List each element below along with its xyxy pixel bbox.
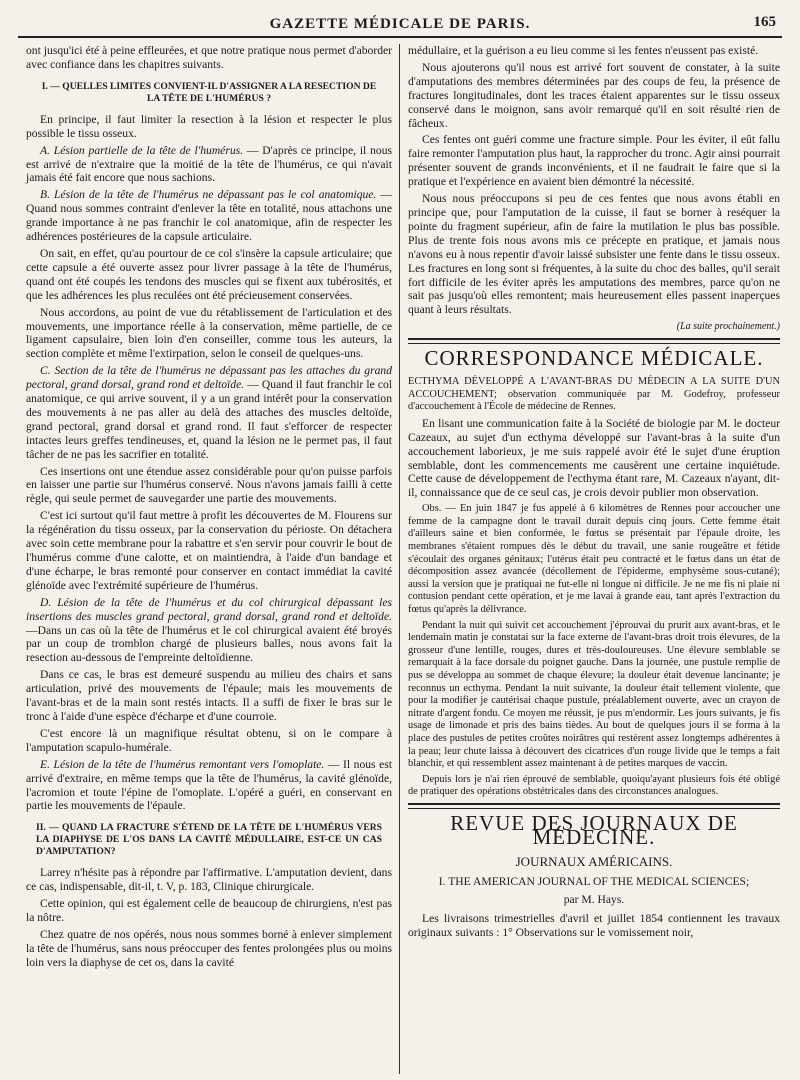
paragraph: Dans ce cas, le bras est demeuré suspendu au milieu des chairs et sans articulation, privé des mouvements de l'épaule; mais les mouvements de l'avant-bras et de la main sont restés intacts. Il a suffi de fixer le bras sur le tronc à l'aide d'une espèce d'écharpe et d'une courroie. bbox=[26, 668, 392, 723]
paragraph: Nous ajouterons qu'il nous est arrivé fort souvent de constater, à la suite d'amputations des membres déterminées par des coups de feu, la présence de fractures longitudinales, dont les traces étaient apparentes sur le tissu osseux conservé dans le moignon, sans avoir remarqué qu'il en soit résulté rien de fâcheux. bbox=[408, 60, 780, 130]
section-title: CORRESPONDANCE MÉDICALE. bbox=[424, 346, 764, 371]
review-title: REVUE DES JOURNAUX DE MÉDECINE. bbox=[450, 810, 738, 849]
paragraph: En lisant une communication faite à la Société de biologie par M. le docteur Cazeaux, au sujet d'un ecthyma développé sur l'avant-bras à la suite d'un accouchement laborieux, je me suis rappelé avoir été le sujet d'une éruption semblable, dont les commencements me causèrent une certaine inquiétude. Cette cause de développement de l'ecthyma étant rare, M. Cazeaux n'ayant, dit-il, connaissance que de ce seul cas, je crois devoir publier mon observation. bbox=[408, 416, 780, 500]
paragraph: Cette opinion, qui est également celle de beaucoup de chirurgiens, n'est pas la nôtre. bbox=[26, 897, 392, 925]
paragraph: Nous nous préoccupons si peu de ces fentes que nous avons établi en principe que, pour l'amputation de la cuisse, il faut se borner à reséquer la pointe du fragment supérieur, afin de faire la mutilation le plus bas possible. Plus de trente fois nous avons mis ce précepte en pratique, et jamais nous n'avons eu à nous repentir d'avoir laissé subsister une fente dans le tissu osseux. Les fractures en long sont si fréquentes, à la suite du choc des balles, qu'il serait fort difficile de les éviter après les amputations des membres, parce qu'on ne sait pas jusqu'où elles remontent; mais heureusement elles passent inaperçues quant à leurs résultats. bbox=[408, 192, 780, 317]
section-rule bbox=[408, 803, 780, 809]
column-divider bbox=[399, 44, 400, 1074]
observation-paragraph: Depuis lors je n'ai rien éprouvé de semblable, quoiqu'ayant plusieurs fois été obligé de pratiquer des opérations obstétricales dans des circonstances analogues. bbox=[408, 773, 780, 798]
paragraph: En principe, il faut limiter la resection à la lésion et respecter le plus possible le tissu osseux. bbox=[26, 112, 392, 140]
subsection-d bbox=[26, 596, 392, 666]
subsection-text: — Il nous est arrivé d'extraire, en même temps que la tête de l'humérus, la cavité glénoïde, l'acromion et toute l'épine de l'omoplate. L'opéré a guéri, en conservant en partie les mouvements de l'épaule. bbox=[26, 757, 392, 813]
section-heading: II. — QUAND LA FRACTURE S'ÉTEND DE LA TÊTE DE L'HUMÉRUS VERS LA DIAPHYSE DE L'OS DANS LA CAVITÉ MÉDULLAIRE, EST-CE UN CAS D'AMPUTATION? bbox=[36, 822, 382, 858]
paragraph: Les livraisons trimestrielles d'avril et juillet 1854 contiennent les travaux originaux suivants : 1° Observations sur le vomissement noir, bbox=[408, 912, 780, 940]
subsection-e bbox=[26, 758, 392, 814]
paragraph: Larrey n'hésite pas à répondre par l'affirmative. L'amputation devient, dans ce cas, indispensable, dit-il, t. V, p. 183, Clinique chirurgicale. bbox=[26, 866, 392, 894]
paragraph: médullaire, et la guérison a eu lieu comme si les fentes n'eussent pas existé. bbox=[408, 44, 759, 57]
subsection-b bbox=[26, 188, 392, 244]
subsection-c bbox=[26, 364, 392, 461]
subsection-text: — Quand nous sommes contraint d'enlever la tête en totalité, nous attachons une grande importance à ne pas franchir le col anatomique, afin de respecter les adhérences postérieures de la capsule articulaire. bbox=[26, 188, 392, 244]
subsection-title: B. Lésion de la tête de l'humérus ne dépassant pas le col anatomique. bbox=[40, 188, 377, 202]
subsection-text: — Quand il faut franchir le col anatomique, ce qui arrive souvent, il y a un grand intérêt pour la conservation des mouvements à ne pas aller au delà des attaches des muscles deltoïde, grand pectoral, grand dorsal et grand rond. Il faut s'efforcer de respecter intactes leurs greffes tendineuses, et, quand la lésion ne le permet pas, il faut tâcher de ne pas les sacrifier en totalité. bbox=[26, 378, 392, 461]
subsection-title: D. Lésion de la tête de l'humérus et du col chirurgical dépassant les insertions des muscles grand pectoral, grand dorsal, grand rond et deltoïde. bbox=[26, 595, 392, 623]
review-subtitle: JOURNAUX AMÉRICAINS. bbox=[515, 853, 673, 869]
journal-title: I. THE AMERICAN JOURNAL OF THE MEDICAL SCIENCES; bbox=[438, 874, 750, 888]
observation-paragraph: Obs. — En juin 1847 je fus appelé à 6 kilomètres de Rennes pour accoucher une femme de la campagne dont le travail durait depuis cinq jours. Cette femme était d'ailleurs saine et bien conformée, le fœtus se présentait par l'épaule droite, les membranes s'étaient rompues dès le début du travail, une sanie rougeâtre et fétide s'écoulait des organes génitaux; l'utérus était peu contracté et le fœtus dans un état de décomposition assez avancée (décollement de l'épiderme, emphysème sous-cutané); aussi la version que je pratiquai ne fut-elle ni longue ni difficile. Je ne me fis ni plaie ni contusion pendant cette opération, et je me lavai à grande eau, tant après l'extraction du fœtus qu'après la délivrance. bbox=[408, 503, 780, 615]
page-header bbox=[18, 14, 782, 38]
subsection-title: E. Lésion de la tête de l'humérus remontant vers l'omoplate. bbox=[40, 757, 325, 771]
paragraph: Nous accordons, au point de vue du rétablissement de l'articulation et des mouvements, une importance réelle à la conservation, même partielle, de ce ligament capsulaire, bien loin d'en conseiller, comme tous les auteurs, la section complète et même l'extirpation, selon le conseil de quelques-uns. bbox=[26, 305, 392, 361]
paragraph: Chez quatre de nos opérés, nous nous sommes borné à enlever simplement la tête de l'humérus, sans nous préoccuper des fentes prolongées plus ou moins loin vers la diaphyse de cet os, dans la cavité bbox=[26, 927, 392, 969]
section-heading: I. — QUELLES LIMITES CONVIENT-IL D'ASSIGNER A LA RESECTION DE LA TÊTE DE L'HUMÉRUS ? bbox=[41, 80, 377, 104]
section-rule bbox=[408, 338, 780, 344]
continued-note: (La suite prochainement.) bbox=[676, 321, 780, 333]
page-number: 165 bbox=[753, 14, 776, 30]
journal-author: par M. Hays. bbox=[563, 892, 625, 906]
right-column bbox=[408, 44, 780, 943]
left-column bbox=[26, 44, 392, 973]
article-title: ECTHYMA DÉVELOPPÉ A L'AVANT-BRAS DU MÉDECIN A LA SUITE D'UN ACCOUCHEMENT; observation communiquée par M. Godefroy, professeur d'accouchement à l'École de médecine de Rennes. bbox=[408, 376, 780, 413]
paragraph: Ces fentes ont guéri comme une fracture simple. Pour les éviter, il eût fallu faire remonter l'amputation plus haut, la rapprocher du tronc. Agir ainsi pourrait présenter souvent de grands inconvénients, et il ne faudrait le faire que si la pratique et l'expérience en avaient bien démontré la nécessité. bbox=[408, 133, 780, 189]
paragraph: On sait, en effet, qu'au pourtour de ce col s'insère la capsule articulaire; que cette capsule a été ouverte assez pour livrer passage à la tête de l'humérus, quand ont été coupés les tendons des muscles qui se fixent aux tubérosités, et que les adhérences les plus reculées ont été précieusement conservées. bbox=[26, 246, 392, 302]
observation-paragraph: Pendant la nuit qui suivit cet accouchement j'éprouvai du prurit aux avant-bras, et le lendemain matin je constatai sur la face externe de l'avant-bras droit trois élevures, de la grosseur d'une lentille, rouges, dures et très-douloureuses. Une élevure semblable se remarquait à la face dorsale du poignet gauche. Dans la journée, une pustule remplie de pus se développa au sommet de chaque élevure; la douleur était devenue lancinante; je reconnus un ecthyma. Pendant la nuit suivante, la douleur était tellement violente, que pour la modifier je cautérisai chaque pustule, préalablement ouverte, avec un crayon de nitrate d'argent fondu. Ce moyen me réussit, je pus m'endormir. Les jours suivants, je fis usage de limonade et pris des bains tièdes. Au bout de quelques jours il se forma à la place des pustules de petites croûtes noirâtres qui restèrent assez longtemps adhérentes à la peau; leur chute laissa à découvert des cicatrices d'un rouge livide que le temps a fait blanchir, et qui ressemblent assez maintenant à de petites marques de vaccin. bbox=[408, 619, 780, 770]
running-title: GAZETTE MÉDICALE DE PARIS. bbox=[269, 16, 531, 32]
paragraph: ont jusqu'ici été à peine effleurées, et que notre pratique nous permet d'aborder avec confiance dans les chapitres suivants. bbox=[26, 44, 392, 71]
paragraph: C'est encore là un magnifique résultat obtenu, si on le compare à l'amputation scapulo-humérale. bbox=[26, 726, 392, 754]
subsection-text: — D'après ce principe, il nous est arrivé de n'extraire que la moitié de la tête de l'humérus, ce qui n'avait jamais été fait encore que nous sachions. bbox=[26, 143, 392, 185]
subsection-title: A. Lésion partielle de la tête de l'humérus. bbox=[40, 143, 244, 157]
subsection-a bbox=[26, 144, 392, 186]
paragraph: C'est ici surtout qu'il faut mettre à profit les découvertes de M. Flourens sur la régénération du tissu osseux, par la conservation du périoste. On détachera avec soin cette membrane pour la rabattre et s'en servir pour couvrir le bout de l'humérus comme d'une calotte, et on maintiendra, à l'aide d'un bandage et d'une écharpe, le bras remonté pour conserver en contact immédiat la cavité glénoïde avec l'extrémité supérieure de l'humérus. bbox=[26, 509, 392, 592]
subsection-text: —Dans un cas où la tête de l'humérus et le col chirurgical avaient été broyés par un coup de tromblon chargé de plusieurs balles, nous avons fait la resection au-dessous de l'empreinte deltoïdienne. bbox=[26, 623, 392, 665]
paragraph: Ces insertions ont une étendue assez considérable pour qu'on puisse parfois en laisser une partie sur l'humérus conservé. Nous n'avons jamais failli à cette règle, qui seule permet de sauvegarder une partie des mouvements. bbox=[26, 464, 392, 506]
subsection-title: C. Section de la tête de l'humérus ne dépassant pas les attaches du grand pectoral, grand dorsal, grand rond et deltoïde. bbox=[26, 364, 392, 392]
